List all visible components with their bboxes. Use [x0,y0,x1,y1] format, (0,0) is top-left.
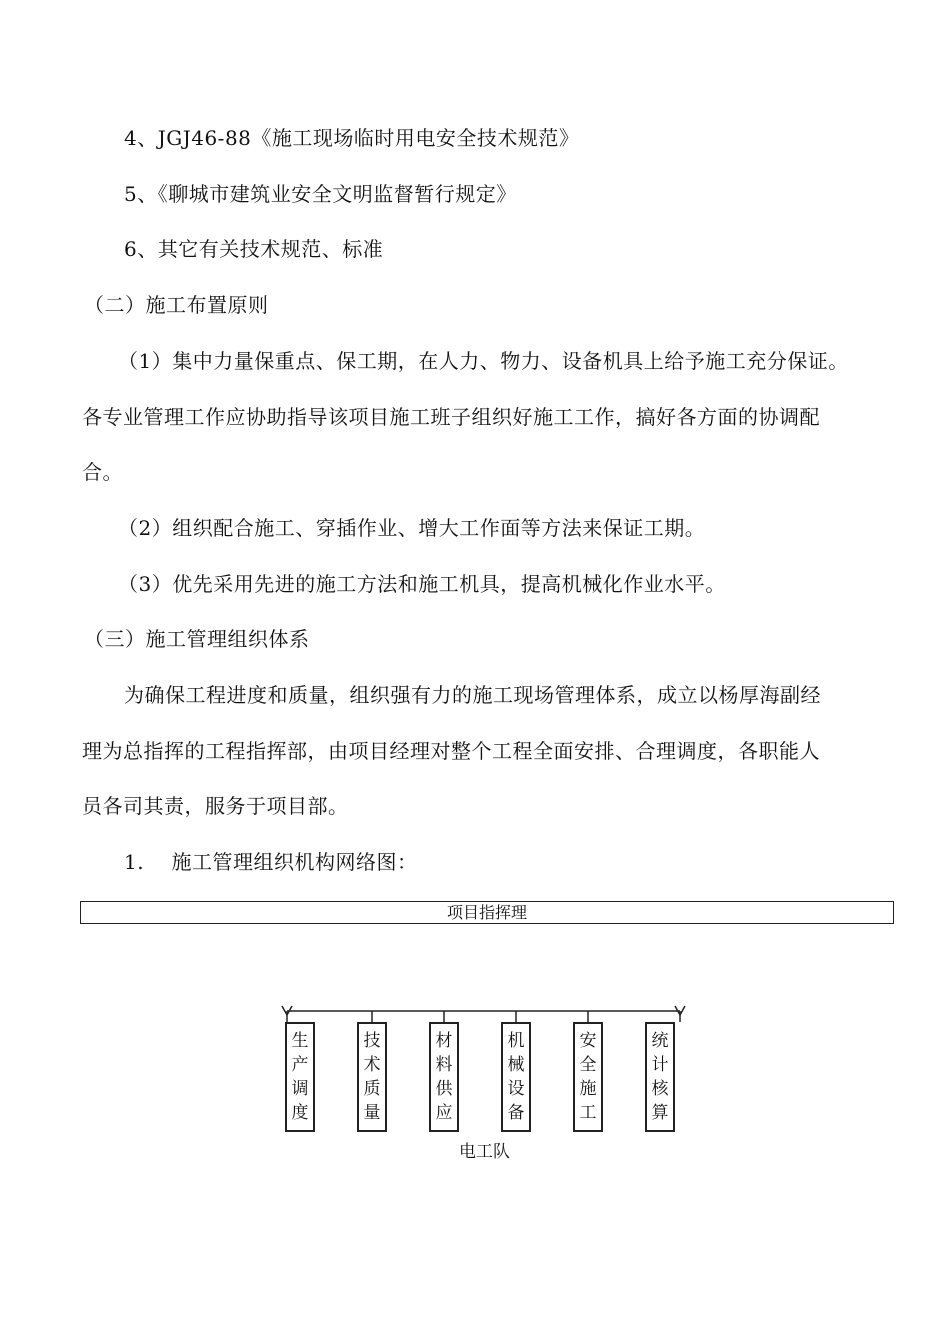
dept-char: 核 [651,1079,669,1099]
chart-caption: 1. 施工管理组织机构网络图： [124,850,418,874]
dept-box-materials [429,1022,459,1132]
dept-char: 计 [651,1055,669,1075]
dept-char: 应 [435,1103,453,1123]
org-chart-bottom-label: 电工队 [459,1142,510,1162]
section-heading-2: （二）施工布置原则 [84,293,269,317]
dept-char: 算 [651,1103,669,1123]
dept-char: 施 [579,1079,597,1099]
dept-char: 备 [507,1103,525,1123]
dept-char: 度 [291,1103,309,1123]
paragraph-ref-4: 4、JGJ46-88《施工现场临时用电安全技术规范》 [124,126,580,150]
paragraph-ref-5: 5、《聊城市建筑业安全文明监督暂行规定》 [124,182,517,206]
paragraph-principle-2: （2）组织配合施工、穿插作业、增大工作面等方法来保证工期。 [118,516,706,540]
dept-char: 设 [507,1079,525,1099]
org-chart-top-box: 项目指挥理 [80,901,894,924]
dept-char: 供 [435,1079,453,1099]
dept-box-production [285,1022,315,1132]
dept-box-safety [573,1022,603,1132]
dept-char: 质 [363,1079,381,1099]
dept-box-accounting [645,1022,675,1132]
dept-char: 械 [507,1055,525,1075]
dept-char: 量 [363,1103,381,1123]
dept-box-machinery [501,1022,531,1132]
dept-char: 生 [291,1031,309,1051]
dept-char: 机 [507,1031,525,1051]
paragraph-principle-3: （3）优先采用先进的施工方法和施工机具，提高机械化作业水平。 [118,572,726,596]
dept-char: 料 [435,1055,453,1075]
dept-char: 安 [579,1031,597,1051]
paragraph-principle-1: （1）集中力量保重点、保工期，在人力、物力、设备机具上给予施工充分保证。 [118,349,849,373]
dept-char: 技 [363,1031,381,1051]
dept-char: 产 [291,1055,309,1075]
dept-char: 工 [579,1103,597,1123]
paragraph-ref-6: 6、其它有关技术规范、标准 [124,237,384,261]
dept-char: 材 [435,1031,453,1051]
paragraph-system: 为确保工程进度和质量，组织强有力的施工现场管理体系，成立以杨厚海副经 [124,683,821,707]
dept-char: 术 [363,1055,381,1075]
paragraph-principle-1-end: 合。 [82,460,123,484]
paragraph-system-end: 员各司其责，服务于项目部。 [82,794,349,818]
section-heading-3: （三）施工管理组织体系 [84,627,310,651]
dept-box-quality [357,1022,387,1132]
paragraph-system-cont: 理为总指挥的工程指挥部，由项目经理对整个工程全面安排、合理调度，各职能人 [82,739,820,763]
dept-char: 全 [579,1055,597,1075]
paragraph-principle-1-cont: 各专业管理工作应协助指导该项目施工班子组织好施工工作，搞好各方面的协调配 [82,405,820,429]
dept-char: 调 [291,1079,309,1099]
dept-char: 统 [651,1031,669,1051]
